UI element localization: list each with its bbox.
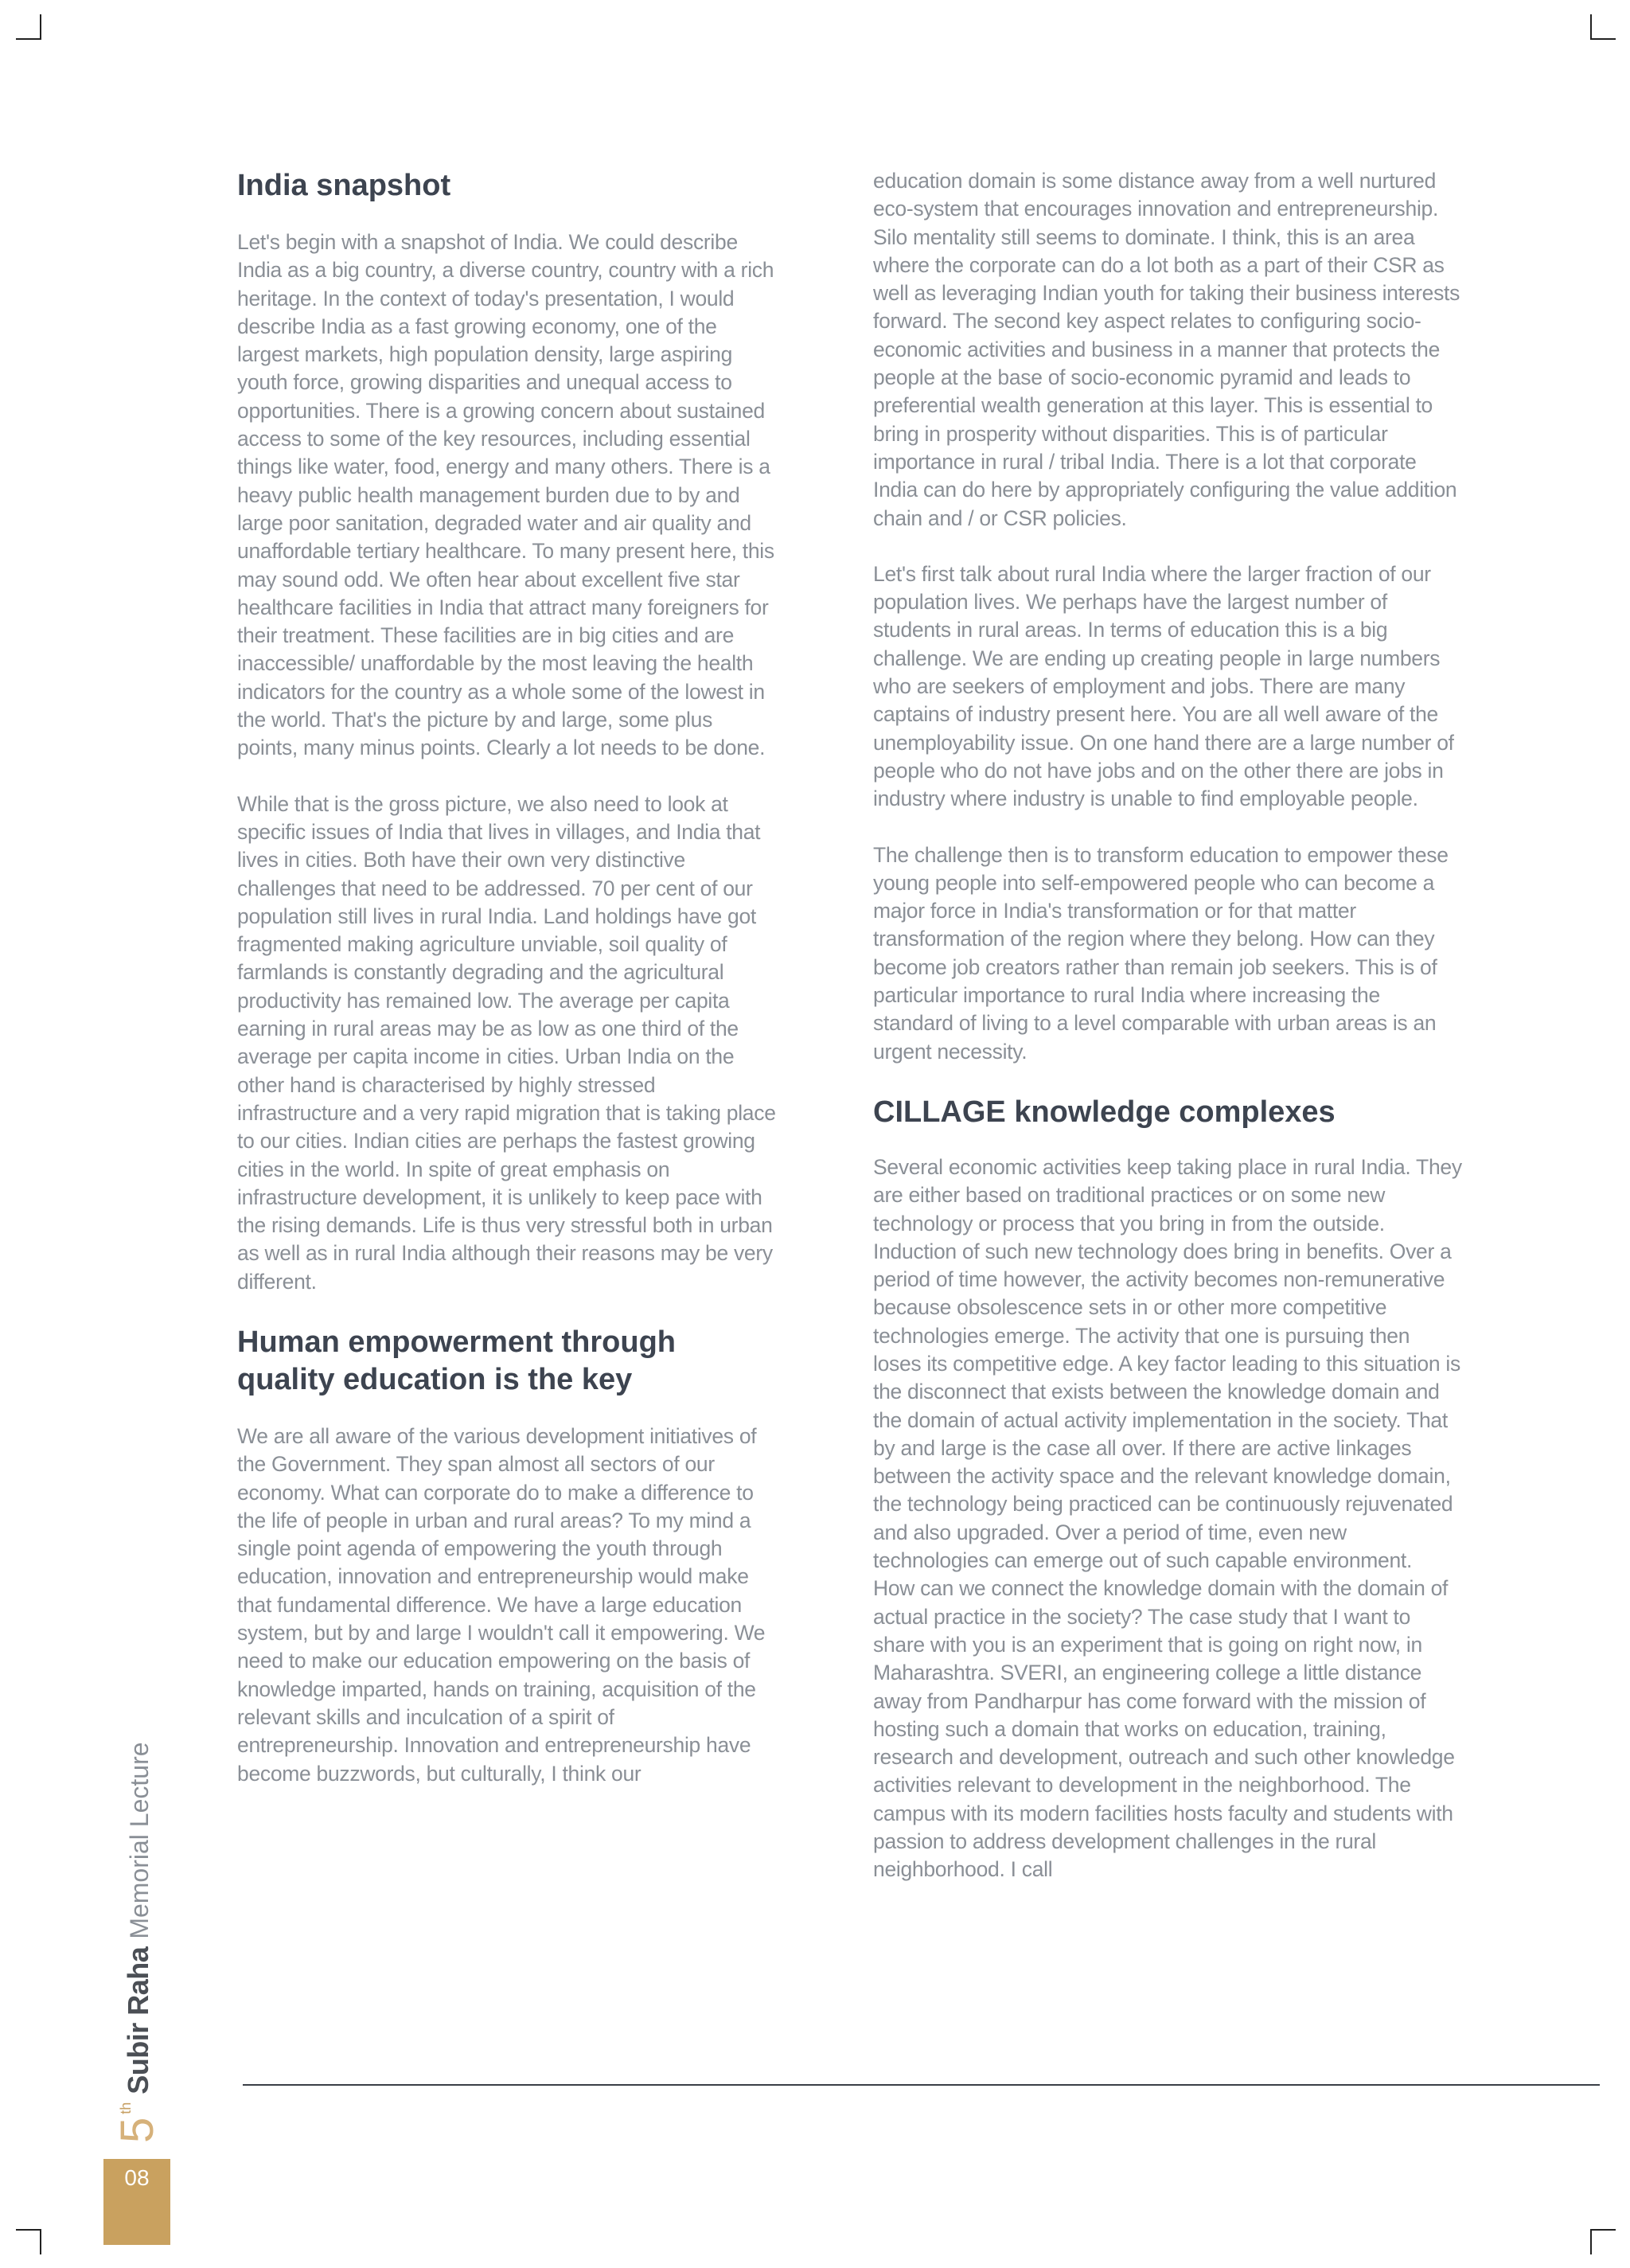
paragraph: We are all aware of the various development initiatives of the Government. They span almost all sectors of our economy. What can corporate do to make a difference to the life of people in urban and rural areas? To my mind a single point agenda of empowering the youth through education, innovation and entrepreneurship would make that fundamental difference. We have a large education system, but by and large I wouldn't call it empowering. We need to make our education empowering on the basis of knowledge imparted, hands on training, acquisition of the relevant skills and inculcation of a spirit of entrepreneurship. Innovation and entrepreneurship have become buzzwords, but culturally, I think our [237, 1423, 766, 1786]
footer-rule [243, 2084, 1600, 2086]
paragraph: How can we connect the knowledge domain with the domain of actual practice in the society? The case study that I want to share with you is an experiment that is going on right now, in Maharashtra. SVERI, an engineering college a little distance away from Pandharpur has come forward with the mission of hosting such a domain that works on education, training, research and development, outreach and such other knowledge activities relevant to development in the neighborhood. The campus with its modern facilities hosts faculty and students with passion to address development challenges in the rural neighborhood. I call [873, 1576, 1455, 1882]
page-number: 08 [124, 2165, 150, 2190]
crop-mark-bottom-right [1590, 2229, 1616, 2254]
lecture-name: Subir Raha [122, 1946, 154, 2094]
heading-human-empowerment: Human empowerment through quality education is the key [237, 1325, 677, 1396]
edition-suffix: th [118, 2102, 134, 2114]
crop-mark-top-right [1590, 14, 1616, 40]
paragraph: The challenge then is to transform education to empower these young people into self-empowered people who can become a major force in India's transformation or for that matter transformation of the region where they belong. How can they become job creators rather than remain job seekers. This is of particular importance to rural India where increasing the standard of living to a level comparable with urban areas is an urgent necessity. [873, 842, 1449, 1064]
heading-cillage-knowledge-complexes: CILLAGE knowledge complexes [873, 1095, 1336, 1129]
lecture-title-vertical [110, 1742, 163, 2143]
page-number-box [103, 2159, 170, 2245]
edition-number: 5 [111, 2117, 163, 2143]
paragraph: Let's begin with a snapshot of India. We could describe India as a big country, a diverse country, country with a rich heritage. In the context of today's presentation, I would describe India as a fast growing economy, one of the largest markets, high population density, large aspiring youth force, growing disparities and unequal access to opportunities. There is a growing concern about sustained access to some of the key resources, including essential things like water, food, energy and many others. There is a heavy public health management burden due to by and large poor sanitation, degraded water and air quality and unaffordable tertiary healthcare. To many present here, this may sound odd. We often hear about excellent five star healthcare facilities in India that attract many foreigners for their treatment. These facilities are in big cities and are inaccessible/ unaffordable by the most leaving the health indicators for the country as a whole some of the lowest in the world. That's the picture by and large, some plus points, many minus points. Clearly a lot needs to be done. [237, 230, 774, 760]
crop-mark-top-left [16, 14, 41, 40]
right-column [873, 167, 1462, 1884]
crop-mark-bottom-left [16, 2229, 41, 2254]
paragraph: Several economic activities keep taking place in rural India. They are either based on traditional practices or on some new technology or process that you bring in from the outside. Induction of such new technology does bring in benefits. Over a period of time however, the activity becomes non-remunerative because obsolescence sets in or other more competitive technologies emerge. The activity that one is pursuing then loses its competitive edge. A key factor leading to this situation is the disconnect that exists between the knowledge domain and the domain of actual activity implementation in the society. That by and large is the case all over. If there are active linkages between the activity space and the relevant knowledge domain, the technology being practiced can be continuously rejuvenated and also upgraded. Over a period of time, even new technologies can emerge out of such capable environment. [873, 1154, 1462, 1573]
paragraph: While that is the gross picture, we also need to look at specific issues of India that lives in villages, and India that lives in cities. Both have their own very distinctive challenges that need to be addressed. 70 per cent of our population still lives in rural India. Land holdings have got fragmented making agriculture unviable, soil quality of farmlands is constantly degrading and the agricultural productivity has remained low. The average per capita earning in rural areas may be as low as one third of the average per capita income in cities. Urban India on the other hand is characterised by highly stressed infrastructure and a very rapid migration that is taking place to our cities. Indian cities are perhaps the fastest growing cities in the world. In spite of great emphasis on infrastructure development, it is unlikely to keep pace with the rising demands. Life is thus very stressful both in urban as well as in rural India although their reasons may be very different. [237, 791, 776, 1294]
left-column [237, 167, 778, 1816]
paragraph: education domain is some distance away from a well nurtured eco-system that encourages innovation and entrepreneurship. Silo mentality still seems to dominate. I think, this is an area where the corporate can do a lot both as a part of their CSR as well as leveraging Indian youth for taking their business interests forward. The second key aspect relates to configuring socio-economic activities and business in a manner that protects the people at the base of socio-economic pyramid and leads to preferential wealth generation at this layer. This is essential to bring in prosperity without disparities. This is of particular importance in rural / tribal India. There is a lot that corporate India can do here by appropriately configuring the value addition chain and / or CSR policies. [873, 169, 1460, 530]
paragraph: Let's first talk about rural India where the larger fraction of our population lives. We perhaps have the largest number of students in rural areas. In terms of education this is a big challenge. We are ending up creating people in large numbers who are seekers of employment and jobs. There are many captains of industry present here. You are all well aware of the unemployability issue. On one hand there are a large number of people who do not have jobs and on the other there are jobs in industry where industry is unable to find employable people. [873, 561, 1454, 811]
heading-india-snapshot: India snapshot [237, 169, 451, 202]
lecture-label: Memorial Lecture [125, 1742, 154, 1939]
